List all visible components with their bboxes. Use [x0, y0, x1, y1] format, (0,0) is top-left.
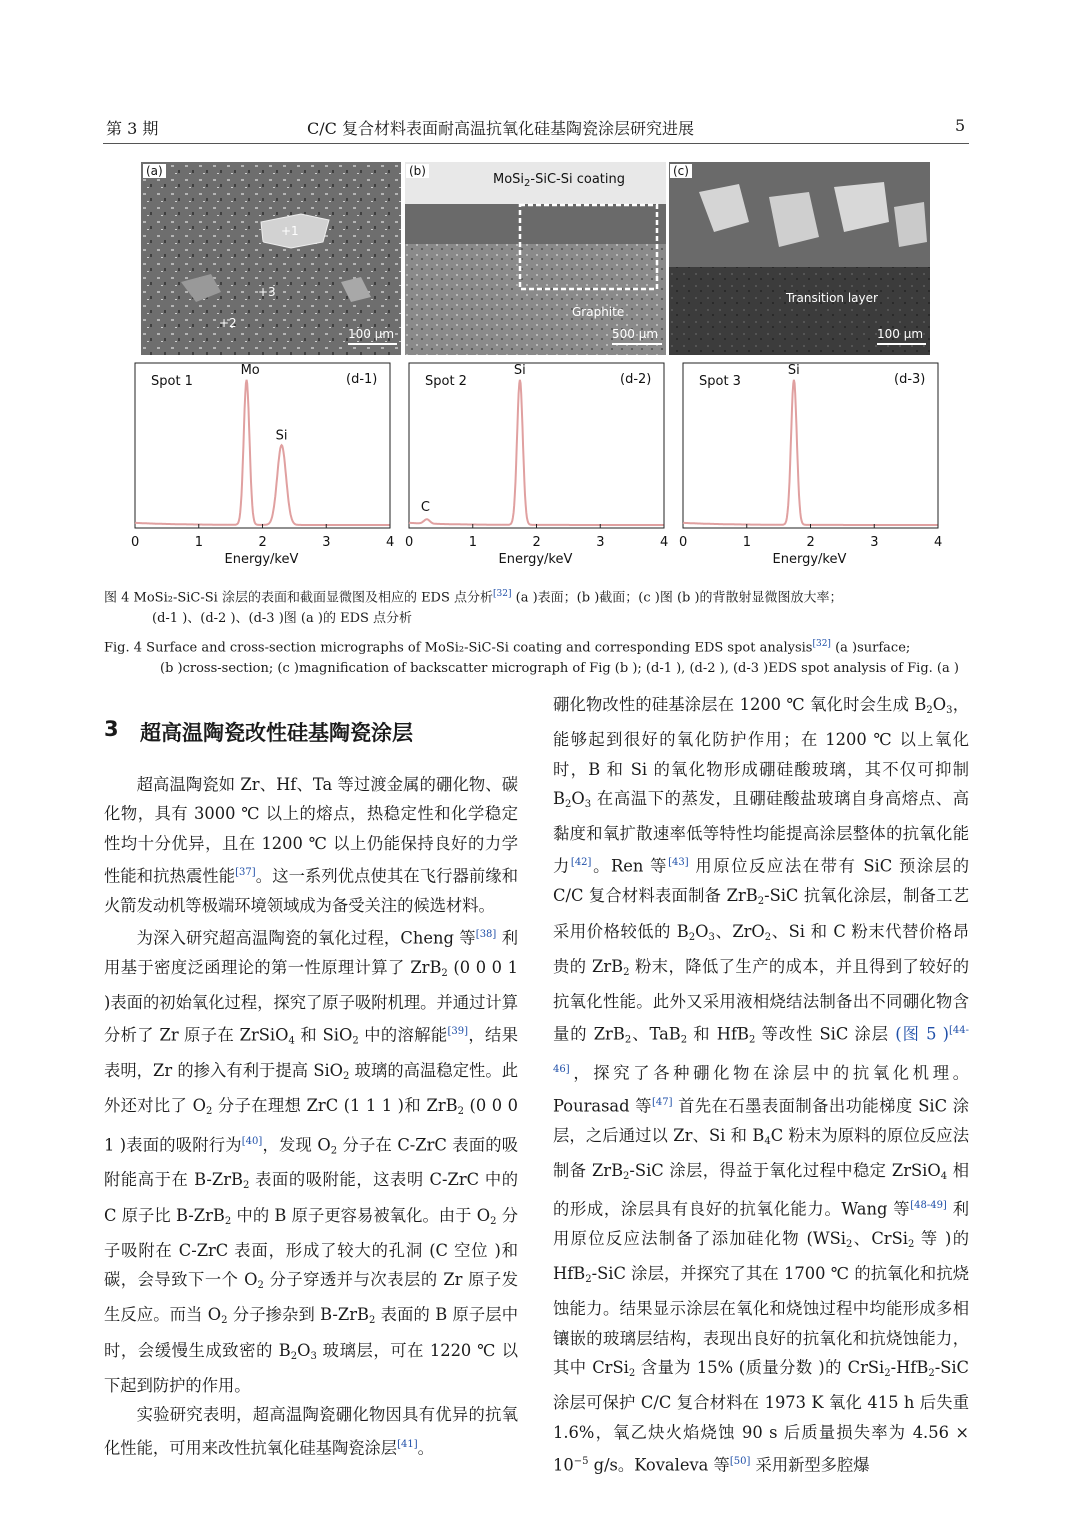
- text: 首先在石墨表面制备出功能梯度 SiC 涂层，之后通过以 Zr、Si 和 B: [553, 1096, 969, 1145]
- text: 利用基于密度泛函理论的第一性原理计算了 ZrB: [104, 928, 518, 977]
- superscript: −5: [573, 1455, 589, 1467]
- citation[interactable]: [40]: [241, 1135, 263, 1147]
- text: 采用新型多腔爆: [750, 1455, 870, 1475]
- eds-x-axis-label: Energy/keV: [772, 552, 847, 567]
- coating-label-sub: 2: [524, 178, 531, 189]
- subscript: 4: [764, 1135, 771, 1147]
- text: 中的 B 原子更容易被氧化。由于 O: [231, 1205, 491, 1225]
- text: 分子在理想 ZrC (1 1 1 )和 ZrB: [212, 1096, 458, 1116]
- subscript: 2: [624, 1034, 632, 1046]
- text: 相的形成，涂层具有良好的抗氧化能力。Wang 等: [553, 1160, 969, 1219]
- subscript: 4: [940, 1170, 948, 1182]
- subscript: 2: [457, 1106, 464, 1118]
- text: 分子吸附在 C-ZrC 表面，形成了较大的孔洞 (C 空位 )和碳，会导致下一个 O: [104, 1205, 518, 1290]
- subscript: 2: [330, 1144, 338, 1156]
- eds-spectrum-line: [409, 380, 664, 525]
- text: ，结果表明，Zr 的掺入有利于提高 SiO: [104, 1025, 518, 1080]
- marker-3: +3: [258, 285, 276, 299]
- text: 。Ren 等: [591, 856, 669, 876]
- text: 分子穿透并与次表层的 Zr 原子发生反应。而当 O: [104, 1270, 519, 1325]
- eds-tick-label: 3: [322, 535, 331, 550]
- text: 表面的吸附能，这表明 C-ZrC 中的 C 原子比 B-ZrB: [104, 1170, 518, 1225]
- subscript: 4: [288, 1035, 295, 1047]
- page-number: 5: [955, 116, 966, 135]
- subscript: 2: [242, 1180, 250, 1192]
- text: 实验研究表明，超高温陶瓷硼化物因具有优异的抗氧化性能，可用来改性抗氧化硅基陶瓷涂层: [104, 1405, 518, 1458]
- caption-cn: [104, 584, 972, 629]
- eds-panel-tag: (d-1): [346, 372, 378, 387]
- caption-cn-text: 图 4 MoSi₂-SiC-Si 涂层的表面和截面显微图及相应的 EDS 点分析: [104, 590, 494, 606]
- caption-cn-line2: (d-1 )、(d-2 )、(d-3 )图 (a )的 EDS 点分析: [152, 611, 413, 627]
- text: 和 SiO: [294, 1025, 353, 1045]
- text: ，发现 O: [262, 1134, 331, 1154]
- eds-tick-label: 0: [131, 535, 140, 550]
- text: 和 HfB: [687, 1024, 749, 1044]
- caption-en-ref[interactable]: [32]: [812, 639, 831, 649]
- eds-peak-label: Si: [275, 428, 288, 444]
- subscript: 2: [290, 1350, 298, 1362]
- text: 。: [417, 1438, 434, 1458]
- text: 、ZrO: [714, 921, 765, 941]
- right-column: [553, 690, 969, 1480]
- subscript: 3: [708, 931, 715, 943]
- text: (0 0 0 1 )表面的初始氧化过程，探究了原子吸附机理。并通过计算分析了 Zr 原子在 ZrSiO: [104, 957, 518, 1045]
- eds-spectrum-line: [683, 380, 938, 525]
- citation[interactable]: [41]: [397, 1438, 418, 1450]
- header-rule: [103, 143, 969, 144]
- text: 玻璃层，可在 1220 ℃ 以下起到防护的作用。: [104, 1340, 518, 1396]
- subscript: 2: [907, 1238, 915, 1250]
- text: 用原位反应法在带有 SiC 预涂层的 C/C 复合材料表面制备 ZrB: [553, 856, 969, 906]
- caption-en-text: Fig. 4 Surface and cross-section micrographs of MoSi₂-SiC-Si coating and corresponding EDS spot analysis: [104, 640, 813, 656]
- figure-5-link[interactable]: (图 5 ): [895, 1024, 949, 1044]
- subscript: 2: [884, 1368, 891, 1380]
- citation[interactable]: [47]: [651, 1096, 673, 1108]
- subscript: 2: [688, 931, 696, 943]
- paragraph-1: [104, 770, 518, 920]
- eds-x-axis-label: Energy/keV: [224, 552, 299, 567]
- coating-label-post: -SiC-Si coating: [530, 172, 626, 187]
- subscript: 2: [221, 1315, 228, 1327]
- eds-tick-label: 4: [386, 535, 395, 550]
- eds-spectrum-line: [135, 380, 390, 525]
- citation[interactable]: [38]: [475, 928, 497, 940]
- caption-cn-line1: [104, 584, 972, 608]
- subscript: 2: [490, 1215, 497, 1227]
- subscript: 2: [757, 896, 765, 908]
- eds-tick-label: 1: [194, 535, 204, 550]
- eds-tick-label: 4: [660, 535, 669, 550]
- text: 、TaB: [631, 1024, 681, 1044]
- panel-tag-c: (c): [670, 164, 692, 178]
- eds-tick-label: 1: [468, 535, 478, 550]
- citation[interactable]: [44-46]: [553, 1025, 969, 1076]
- subscript: 2: [441, 967, 448, 979]
- eds-panel-tag: (d-3): [894, 372, 926, 387]
- subscript: 3: [310, 1350, 317, 1362]
- subscript: 2: [680, 1034, 688, 1046]
- subscript: 2: [845, 1238, 853, 1250]
- marker-1: +1: [281, 224, 299, 238]
- coating-label: [493, 172, 625, 189]
- text: 超高温陶瓷如 Zr、Hf、Ta 等过渡金属的硼化物、碳化物，具有 3000 ℃ 以上的熔点，热稳定性和化学稳定性均十分优异，且在 1200 ℃ 以上仍能保持良好的力学性能和抗热震性能: [104, 775, 518, 886]
- subscript: 3: [584, 798, 592, 810]
- eds-tick-label: 0: [405, 535, 414, 550]
- text: O: [695, 921, 709, 941]
- text: 中的溶解能: [358, 1025, 448, 1045]
- eds-peak-label: Si: [787, 363, 800, 378]
- eds-panel-tag: (d-2): [620, 372, 652, 387]
- caption-en: [104, 634, 972, 679]
- citation[interactable]: [39]: [447, 1026, 469, 1038]
- subscript: 2: [585, 1274, 592, 1286]
- text: ，探究了各种硼化物在涂层中的抗氧化机理。Pourasad 等: [553, 1063, 969, 1116]
- scale-line-a: [348, 343, 397, 345]
- eds-tick-label: 3: [596, 535, 605, 550]
- subscript: 2: [748, 1034, 756, 1046]
- text: 等改性 SiC 涂层: [755, 1024, 896, 1044]
- subscript: 2: [623, 1170, 630, 1182]
- text: 。这一系列优点使其在飞行器前缘和火箭发动机等极端环境领域成为备受关注的候选材料。: [104, 866, 518, 915]
- text: O: [932, 695, 947, 714]
- subscript: 2: [564, 798, 572, 810]
- paragraph-2: [104, 920, 518, 1400]
- eds-tick-label: 2: [806, 535, 815, 550]
- eds-tick-label: 2: [258, 535, 267, 550]
- text: 在高温下的蒸发，且硼硅酸盐玻璃自身高熔点、高黏度和氧扩散速率低等特性均能提高涂层整体的抗氧化能力: [553, 788, 969, 876]
- subscript: 2: [224, 1215, 232, 1227]
- eds-peak-label: Si: [513, 363, 526, 378]
- eds-x-axis-label: Energy/keV: [498, 552, 573, 567]
- subscript: 2: [928, 1368, 935, 1380]
- text: -SiC 抗氧化涂层，制备工艺采用价格较低的 B: [553, 886, 969, 941]
- subscript: 2: [257, 1280, 264, 1292]
- scale-bar-c: 100 μm: [877, 327, 924, 341]
- eds-tick-label: 2: [532, 535, 541, 550]
- citation[interactable]: [50]: [729, 1455, 751, 1467]
- eds-tick-label: 4: [934, 535, 943, 550]
- running-title: C/C 复合材料表面耐高温抗氧化硅基陶瓷涂层研究进展: [307, 119, 694, 138]
- panel-tag-a: (a): [143, 164, 166, 178]
- text: C 粉末为原料的原位反应法制备 ZrB: [553, 1125, 969, 1180]
- panel-tag-b: (b): [406, 164, 429, 178]
- caption-en-line1: [104, 634, 972, 658]
- text: 为深入研究超高温陶瓷的氧化过程，Cheng 等: [136, 928, 476, 948]
- scale-line-b: [612, 343, 662, 345]
- caption-cn-tail: (a )表面；(b )截面；(c )图 (b )的背散射显微图放大率；: [511, 590, 843, 606]
- text: 分子掺杂到 B-ZrB: [227, 1305, 369, 1325]
- caption-cn-ref[interactable]: [32]: [493, 589, 512, 599]
- eds-spot-label: Spot 2: [425, 374, 467, 389]
- text: ，能够起到很好的氧化防护作用；在 1200 ℃ 以上氧化时，B 和 Si 的氧化物形成硼硅酸玻璃，其不仅可抑制 B: [553, 695, 969, 808]
- citation[interactable]: [43]: [668, 857, 689, 869]
- eds-peak-label: C: [420, 500, 430, 515]
- citation[interactable]: [48-49]: [910, 1200, 947, 1212]
- eds-spectra: [100, 358, 970, 568]
- eds-tick-label: 1: [742, 535, 752, 550]
- marker-2: +2: [219, 316, 237, 330]
- caption-en-line2: (b )cross-section; (c )magnification of backscatter micrograph of Fig (b ); (d-1 ), (d-2 ), (d-3 )EDS spot analysis of Fig. (a ): [160, 661, 959, 677]
- eds-spot-label: Spot 3: [699, 374, 741, 389]
- text: O: [297, 1340, 311, 1360]
- text: O: [571, 788, 585, 808]
- scale-bar-a: 100 μm: [348, 327, 395, 341]
- eds-peak-label: Mo: [240, 363, 260, 378]
- paragraph-right: [553, 690, 969, 1480]
- eds-spot-label: Spot 1: [151, 374, 193, 389]
- text: 玻璃的高温稳定性。此外还对比了 O: [104, 1060, 518, 1116]
- eds-tick-label: 0: [679, 535, 688, 550]
- text: (0 0 0 1 )表面的吸附行为: [104, 1096, 518, 1154]
- subscript: 2: [206, 1106, 213, 1118]
- subscript: 2: [352, 1035, 359, 1047]
- scale-bar-b: 500 μm: [612, 327, 659, 341]
- subscript: 2: [623, 966, 630, 978]
- text: 利用原位反应法制备了添加硅化物 (WSi: [553, 1199, 969, 1248]
- paragraph-3: [104, 1400, 518, 1462]
- citation[interactable]: [37]: [235, 866, 256, 878]
- text: g/s。Kovaleva 等: [588, 1455, 730, 1475]
- text: 分子在 C-ZrC 表面的吸附能高于在 B-ZrB: [104, 1134, 518, 1190]
- subscript: 2: [369, 1315, 376, 1327]
- coating-label-pre: MoSi: [493, 172, 525, 187]
- text: 、Si 和 C 粉末代替价格昂贵的 ZrB: [553, 921, 969, 976]
- text: 等 )的 HfB: [553, 1228, 970, 1284]
- text: -SiC 涂层，并探究了其在 1700 ℃ 的抗氧化和抗烧蚀能力。结果显示涂层在氧化和烧蚀过程中均能形成多相镶嵌的玻璃层结构，表现出良好的抗氧化和抗烧蚀能力，其中 CrSi: [553, 1264, 969, 1378]
- eds-tick-label: 3: [870, 535, 879, 550]
- transition-layer-label: Transition layer: [786, 291, 878, 305]
- text: 硼化物改性的硅基涂层在 1200 ℃ 氧化时会生成 B: [553, 695, 927, 714]
- text: -HfB: [890, 1358, 929, 1378]
- subscript: 2: [343, 1070, 350, 1082]
- text: 、CrSi: [852, 1228, 908, 1248]
- citation[interactable]: [42]: [570, 857, 592, 869]
- left-column: [104, 770, 518, 1462]
- section-title: 超高温陶瓷改性硅基陶瓷涂层: [140, 721, 413, 745]
- text: -SiC 涂层可保护 C/C 复合材料在 1973 K 氧化 415 h 后失重 1.6%，氧乙炔火焰烧蚀 90 s 后质量损失率为 4.56 × 10: [553, 1358, 970, 1475]
- scale-line-c: [877, 343, 926, 345]
- text: 表面的 B 原子层中时，会缓慢生成致密的 B: [104, 1305, 518, 1360]
- issue-label: 第 3 期: [106, 119, 159, 138]
- text: 粉末，降低了生产的成本，并且得到了较好的抗氧化性能。此外又采用液相烧结法制备出不同硼化物含量的 ZrB: [553, 956, 969, 1044]
- text: -SiC 涂层，得益于氧化过程中稳定 ZrSiO: [629, 1160, 941, 1180]
- subscript: 3: [946, 705, 953, 716]
- section-number: 3: [104, 717, 119, 741]
- text: 含量为 15% (质量分数 )的 CrSi: [635, 1358, 885, 1378]
- graphite-label: Graphite: [572, 305, 625, 319]
- subscript: 2: [628, 1368, 636, 1380]
- subscript: 2: [764, 931, 772, 943]
- caption-en-tail: (a )surface;: [830, 640, 911, 656]
- subscript: 2: [926, 705, 933, 716]
